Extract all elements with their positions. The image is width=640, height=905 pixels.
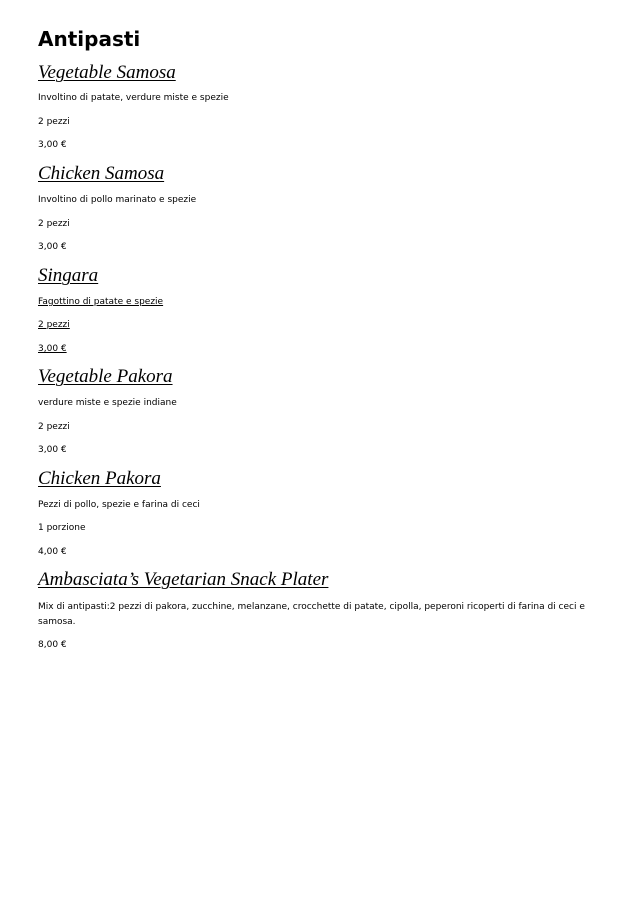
item-name: Ambasciata’s Vegetarian Snack Plater	[38, 569, 329, 590]
item-price: 3,00 €	[38, 344, 67, 354]
item-description: Pezzi di pollo, spezie e farina di ceci	[38, 500, 200, 510]
item-quantity: 2 pezzi	[38, 219, 70, 229]
item-quantity: 2 pezzi	[38, 422, 70, 432]
item-description: Involtino di pollo marinato e spezie	[38, 195, 197, 205]
item-description: Fagottino di patate e spezie	[38, 297, 164, 307]
item-name: Singara	[38, 265, 99, 286]
section-title: Antipasti	[38, 27, 141, 51]
item-quantity: 1 porzione	[38, 523, 86, 533]
item-price: 4,00 €	[38, 547, 67, 557]
item-price: 3,00 €	[38, 445, 67, 455]
item-quantity: 2 pezzi	[38, 320, 70, 330]
item-description: Involtino di patate, verdure miste e spezie	[38, 93, 229, 103]
item-price: 8,00 €	[38, 640, 67, 650]
item-description: verdure miste e spezie indiane	[38, 398, 177, 408]
item-name: Chicken Pakora	[38, 468, 161, 489]
item-price: 3,00 €	[38, 242, 67, 252]
item-name: Vegetable Pakora	[38, 366, 173, 387]
item-price: 3,00 €	[38, 140, 67, 150]
item-name: Chicken Samosa	[38, 163, 165, 184]
item-name: Vegetable Samosa	[38, 62, 176, 83]
item-description: Mix di antipasti:2 pezzi di pakora, zucchine, melanzane, crocchette di patate, cipolla, peperoni ricoperti di farina di ceci e samosa.	[38, 602, 585, 627]
item-quantity: 2 pezzi	[38, 117, 70, 127]
